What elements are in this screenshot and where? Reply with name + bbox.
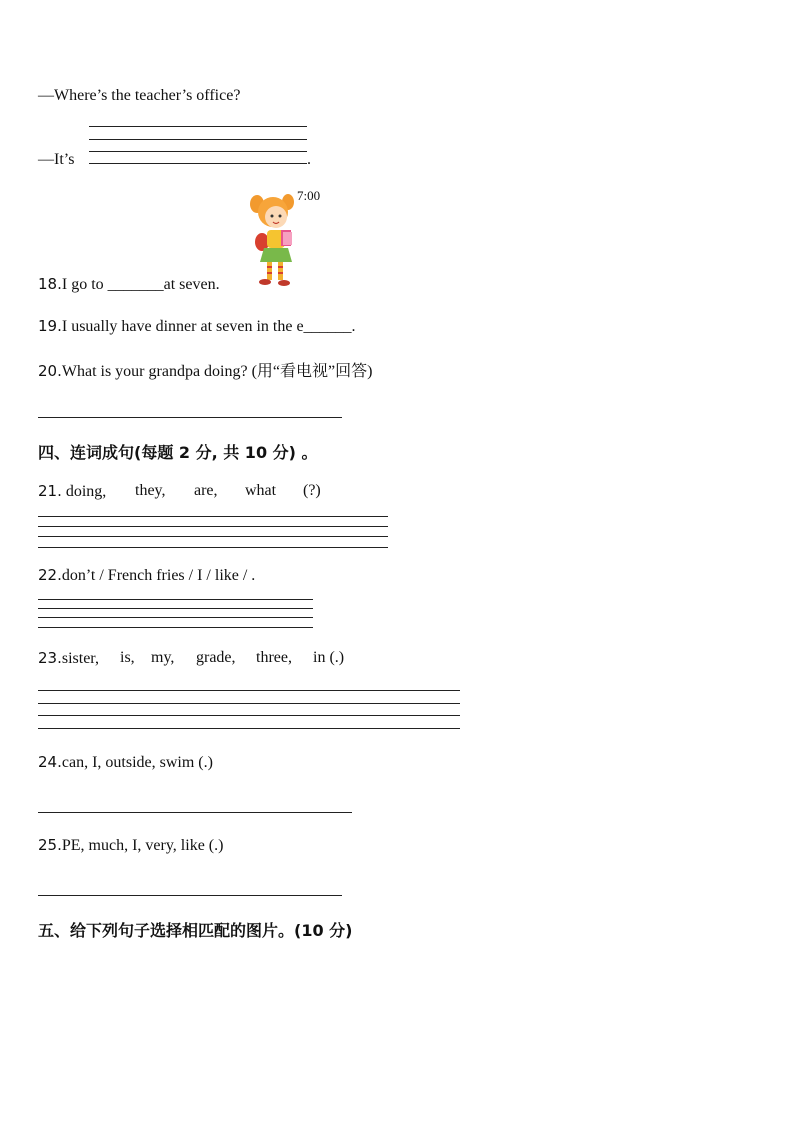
answer-line[interactable] xyxy=(38,895,342,896)
dialog-answer-prefix: —It’s xyxy=(38,151,75,168)
word: grade, xyxy=(196,649,236,666)
question-text: can, I, outside, swim (.) xyxy=(61,754,213,771)
question-text: I go to _______at seven. xyxy=(61,276,220,293)
word: is, xyxy=(120,649,135,666)
writing-line xyxy=(38,526,388,527)
word: in (.) xyxy=(313,649,345,666)
dialog-question: —Where’s the teacher’s office? xyxy=(38,87,241,104)
writing-line xyxy=(38,608,313,609)
writing-line xyxy=(38,690,460,691)
question-24 xyxy=(38,753,213,772)
word: they, xyxy=(135,482,166,499)
writing-line xyxy=(89,163,307,164)
answer-line[interactable] xyxy=(38,417,342,418)
writing-line xyxy=(38,547,388,548)
word: what xyxy=(245,482,277,499)
writing-line xyxy=(38,703,460,704)
writing-line xyxy=(89,151,307,152)
writing-line xyxy=(89,126,307,127)
question-20 xyxy=(38,358,372,381)
writing-line xyxy=(38,627,313,628)
question-text: What is your grandpa doing? (用“看电视”回答) xyxy=(61,363,373,380)
question-19 xyxy=(38,317,356,336)
question-text: don’t / French fries / I / like / . xyxy=(61,567,256,584)
question-number: 19. xyxy=(38,317,62,335)
question-number: 21. xyxy=(38,482,62,500)
question-number: 23. xyxy=(38,649,62,667)
writing-line xyxy=(38,715,460,716)
girl-with-books-icon xyxy=(248,190,304,290)
word: sister, xyxy=(61,650,99,667)
word: are, xyxy=(194,482,218,499)
writing-line xyxy=(38,536,388,537)
writing-line xyxy=(38,728,460,729)
dialog-answer-period: . xyxy=(307,151,311,168)
question-text: I usually have dinner at seven in the e______. xyxy=(61,318,356,335)
word: my, xyxy=(151,649,175,666)
question-number: 25. xyxy=(38,836,62,854)
writing-line xyxy=(89,139,307,140)
question-number: 22. xyxy=(38,566,62,584)
question-25 xyxy=(38,836,223,855)
question-23 xyxy=(38,649,99,668)
question-number: 18. xyxy=(38,275,62,293)
writing-line xyxy=(38,516,388,517)
question-text: PE, much, I, very, like (.) xyxy=(61,837,224,854)
word: doing, xyxy=(61,483,107,500)
question-number: 24. xyxy=(38,753,62,771)
word: (?) xyxy=(303,482,321,499)
question-number: 20. xyxy=(38,362,62,380)
question-18 xyxy=(38,275,220,294)
word: three, xyxy=(256,649,292,666)
section-heading: 四、连词成句(每题 2 分, 共 10 分) 。 xyxy=(38,443,318,462)
time-label: 7:00 xyxy=(297,188,321,203)
question-21 xyxy=(38,482,106,501)
writing-line xyxy=(38,599,313,600)
answer-line[interactable] xyxy=(38,812,352,813)
section-heading: 五、给下列句子选择相匹配的图片。(10 分) xyxy=(38,921,353,940)
question-22 xyxy=(38,566,255,585)
writing-line xyxy=(38,617,313,618)
